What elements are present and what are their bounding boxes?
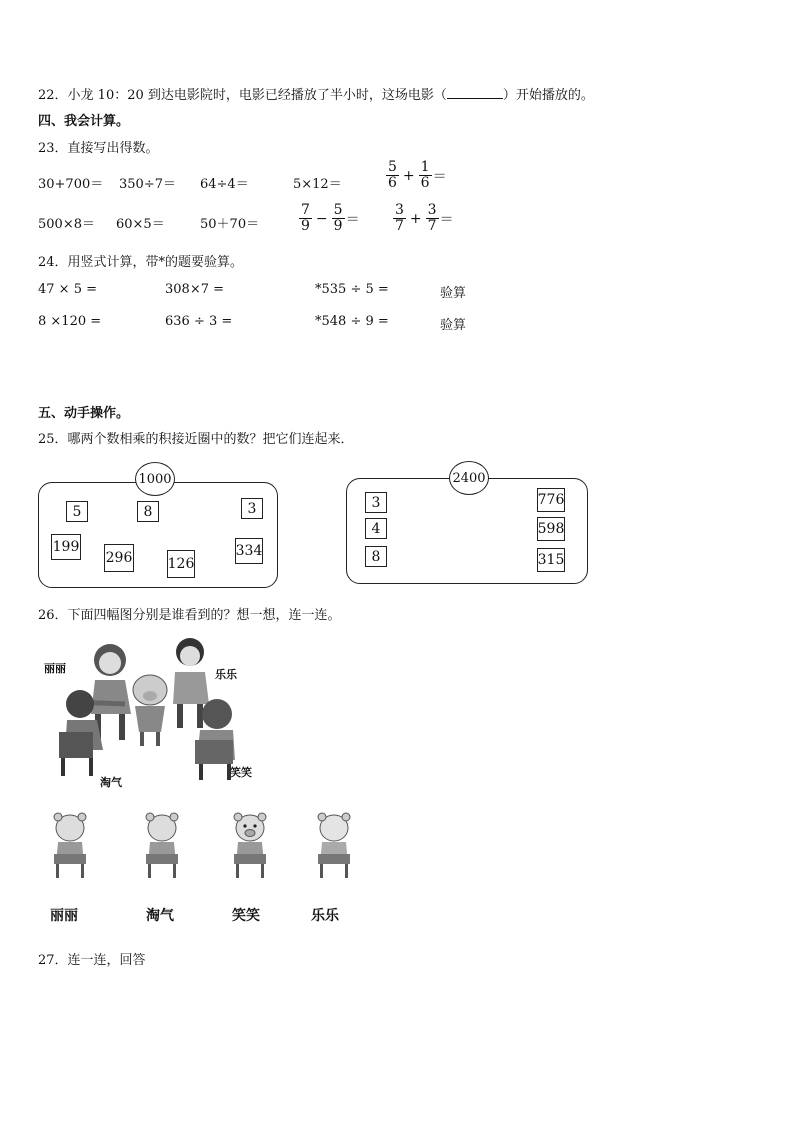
q25-title: 25．哪两个数相乘的积接近圈中的数？把它们连起来． [38, 432, 354, 447]
scene-label-lele: 乐乐 [215, 668, 237, 681]
pig-figure [133, 675, 167, 746]
q25-left-num[interactable]: 296 [104, 544, 134, 572]
scene-label-taoqi: 淘气 [100, 776, 122, 789]
q25-left-target[interactable]: 1000 [135, 462, 175, 496]
q23-r1-1: 350÷7＝ [119, 177, 176, 192]
q22-after: ）开始播放的。 [502, 88, 594, 103]
scene-label-xiaoxiao: 笑笑 [230, 766, 252, 779]
q23-fraction-2: 7 9 − $\frac{5}{9}$ ＝ [301, 202, 360, 234]
q25-left-num[interactable]: 126 [167, 550, 195, 578]
q22-answer-blank[interactable] [447, 87, 503, 99]
q24-r1-2: *535 ÷ 5 = [315, 282, 389, 297]
q23-title: 23．直接写出得数。 [38, 141, 159, 156]
q24-r1-0: 47 × 5 = [38, 282, 97, 297]
pig-view-1[interactable] [48, 810, 92, 880]
q25-right-num[interactable]: 598 [537, 517, 565, 541]
section-4-heading: 四、我会计算。 [38, 114, 130, 129]
q24-r2-1: 636 ÷ 3 = [165, 314, 233, 329]
q23-r2-1: 60×5＝ [116, 217, 165, 232]
q23-r1-2: 64÷4＝ [200, 177, 249, 192]
q24-r2-3: 验算 [440, 318, 467, 333]
q25-left-num[interactable]: 199 [51, 534, 81, 560]
q25-right-num[interactable]: 8 [365, 546, 387, 567]
q25-left-num[interactable]: 3 [241, 498, 263, 519]
q23-r2-2: 50＋70＝ [200, 217, 260, 232]
bottom-label-taoqi[interactable]: 淘气 [146, 908, 174, 924]
q23-fraction-1: 5 6 + $\frac{1}{6}$ ＝ [388, 159, 447, 191]
q25-right-num[interactable]: 315 [537, 548, 565, 572]
q23-r1-0: 30+700＝ [38, 177, 104, 192]
q23-fraction-3: 3 7 + $\frac{3}{7}$ ＝ [395, 202, 454, 234]
q26-title: 26．下面四幅图分别是谁看到的？想一想，连一连。 [38, 608, 341, 623]
q22-text [38, 84, 594, 103]
q25-left-num[interactable]: 5 [66, 501, 88, 522]
q24-title: 24．用竖式计算，带*的题要验算。 [38, 255, 244, 270]
q23-r2-0: 500×8＝ [38, 217, 95, 232]
scene-label-lili: 丽丽 [44, 662, 66, 675]
q24-r2-2: *548 ÷ 9 = [315, 314, 389, 329]
bottom-label-lele[interactable]: 乐乐 [311, 908, 339, 924]
bottom-label-xiaoxiao[interactable]: 笑笑 [232, 908, 260, 924]
bottom-label-lili[interactable]: 丽丽 [50, 908, 78, 924]
q22-before: 22．小龙 10：20 到达电影院时，电影已经播放了半小时，这场电影（ [38, 88, 447, 103]
q25-right-num[interactable]: 776 [537, 488, 565, 512]
q25-left-num[interactable]: 8 [137, 501, 159, 522]
q23-r1-3: 5×12＝ [293, 177, 342, 192]
q24-r1-1: 308×7 = [165, 282, 225, 297]
pig-view-4[interactable] [312, 810, 356, 880]
q24-r1-3: 验算 [440, 286, 467, 301]
q24-r2-0: 8 ×120 = [38, 314, 102, 329]
q25-right-target[interactable]: 2400 [449, 461, 489, 495]
pig-view-2[interactable] [140, 810, 184, 880]
section-5-heading: 五、动手操作。 [38, 406, 130, 421]
q25-left-num[interactable]: 334 [235, 538, 263, 564]
q25-right-num[interactable]: 3 [365, 492, 387, 513]
pig-view-3[interactable] [228, 810, 272, 880]
q25-right-num[interactable]: 4 [365, 518, 387, 539]
q27-title: 27．连一连，回答 [38, 953, 146, 968]
